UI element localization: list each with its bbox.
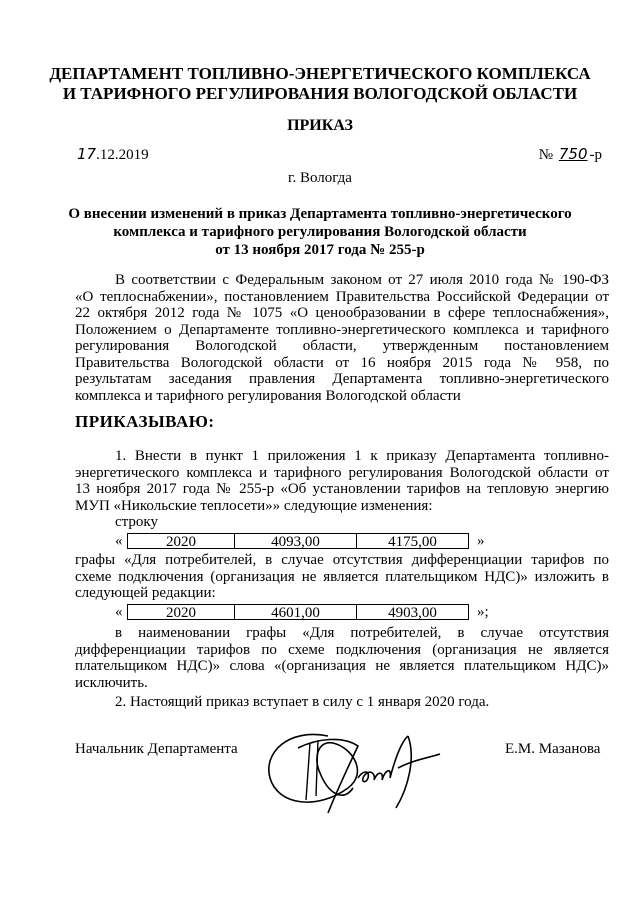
date-rest: .12.2019 bbox=[96, 147, 149, 163]
item-2-paragraph: 2. Настоящий приказ вступает в силу с 1 января 2020 года. bbox=[115, 694, 490, 710]
document-type-title: ПРИКАЗ bbox=[287, 117, 353, 134]
item-1-line: 1. Внести в пункт 1 приложения 1 к приказу Департамента топливно- bbox=[115, 448, 609, 464]
preamble-line: комплекса и тарифного регулирования Вологодской области bbox=[75, 387, 461, 404]
tariff-table-row-new bbox=[115, 603, 489, 621]
preamble-paragraph bbox=[75, 272, 609, 404]
table-cell-year: 2020 bbox=[127, 533, 235, 549]
subject-line: комплекса и тарифного регулирования Вологодской области bbox=[113, 224, 527, 240]
name-change-line: в наименовании графы «Для потребителей, в случае отсутствия bbox=[115, 625, 609, 641]
department-name-line-2: И ТАРИФНОГО РЕГУЛИРОВАНИЯ ВОЛОГОДСКОЙ ОБЛАСТИ bbox=[62, 84, 578, 103]
preamble-line: Положением о Департаменте топливно-энергетического комплекса и тарифного bbox=[75, 321, 609, 338]
department-name-line-1: ДЕПАРТАМЕНТ ТОПЛИВНО-ЭНЕРГЕТИЧЕСКОГО КОМПЛЕКСА bbox=[49, 64, 591, 83]
preamble-line: результатам заседания правления Департамента топливно-энергетического bbox=[75, 371, 609, 387]
table-cell-value-1: 4601,00 bbox=[235, 604, 357, 620]
preamble-line: 22 октября 2012 года № 1075 «О ценообразовании в сфере теплоснабжения», bbox=[75, 305, 609, 321]
city: г. Вологда bbox=[288, 170, 352, 186]
graph-line: схеме подключения (организация не является плательщиком НДС)» изложить в bbox=[75, 568, 609, 585]
quote-close: » bbox=[477, 532, 485, 549]
name-change-line: исключить. bbox=[75, 674, 148, 691]
graph-line: следующей редакции: bbox=[75, 585, 216, 601]
order-number bbox=[539, 145, 602, 164]
item-1-line: МУП «Никольские теплосети»» следующие изменения: bbox=[75, 497, 433, 514]
subject-line: О внесении изменений в приказ Департамента топливно-энергетического bbox=[68, 206, 572, 222]
item-1-line: 13 ноября 2017 года № 255-р «Об установлении тарифов на тепловую энергию bbox=[75, 481, 609, 497]
order-date bbox=[77, 145, 149, 164]
order-directive-heading: ПРИКАЗЫВАЮ: bbox=[75, 412, 215, 431]
graph-paragraph bbox=[75, 552, 609, 602]
table-cell-value-1: 4093,00 bbox=[235, 533, 357, 549]
table-cell-year: 2020 bbox=[127, 604, 235, 620]
name-change-paragraph bbox=[75, 625, 609, 691]
name-change-line: дифференциации тарифов по схеме подключения (организация не является bbox=[75, 641, 609, 658]
name-change-line: плательщиком НДС)» слова «(организация не является плательщиком НДС)» bbox=[75, 658, 609, 674]
preamble-line: регулирования Вологодской области, утвержденным постановлением bbox=[75, 338, 609, 354]
item-1-line: энергетического комплекса и тарифного регулирования Вологодской области от bbox=[75, 464, 609, 481]
handwritten-signature bbox=[258, 718, 448, 818]
item-1-paragraph bbox=[75, 448, 609, 514]
quote-open: « bbox=[115, 603, 123, 620]
table-cell-value-2: 4175,00 bbox=[357, 533, 469, 549]
number-suffix: -р bbox=[589, 147, 602, 163]
preamble-line: Правительства Вологодской области от 16 ноября 2015 года № 958, по bbox=[75, 354, 609, 371]
order-subject bbox=[60, 205, 580, 259]
quote-open: « bbox=[115, 532, 123, 549]
preamble-line: В соответствии с Федеральным законом от 27 июля 2010 года № 190-ФЗ bbox=[115, 272, 609, 288]
quote-close: »; bbox=[477, 603, 489, 620]
preamble-line: «О теплоснабжении», постановлением Правительства Российской Федерации от bbox=[75, 288, 609, 305]
graph-line: графы «Для потребителей, в случае отсутствия дифференциации тарифов по bbox=[75, 552, 609, 568]
signatory-position: Начальник Департамента bbox=[75, 741, 238, 757]
number-value-handwritten: 750 bbox=[558, 145, 588, 163]
tariff-table-row-old bbox=[115, 532, 485, 550]
number-prefix: № bbox=[538, 147, 554, 163]
table-cell-value-2: 4903,00 bbox=[357, 604, 469, 620]
signatory-name: Е.М. Мазанова bbox=[505, 741, 601, 757]
date-day-handwritten: 17 bbox=[77, 145, 97, 163]
row-label: строку bbox=[115, 514, 158, 530]
subject-line: от 13 ноября 2017 года № 255-р bbox=[215, 242, 425, 258]
